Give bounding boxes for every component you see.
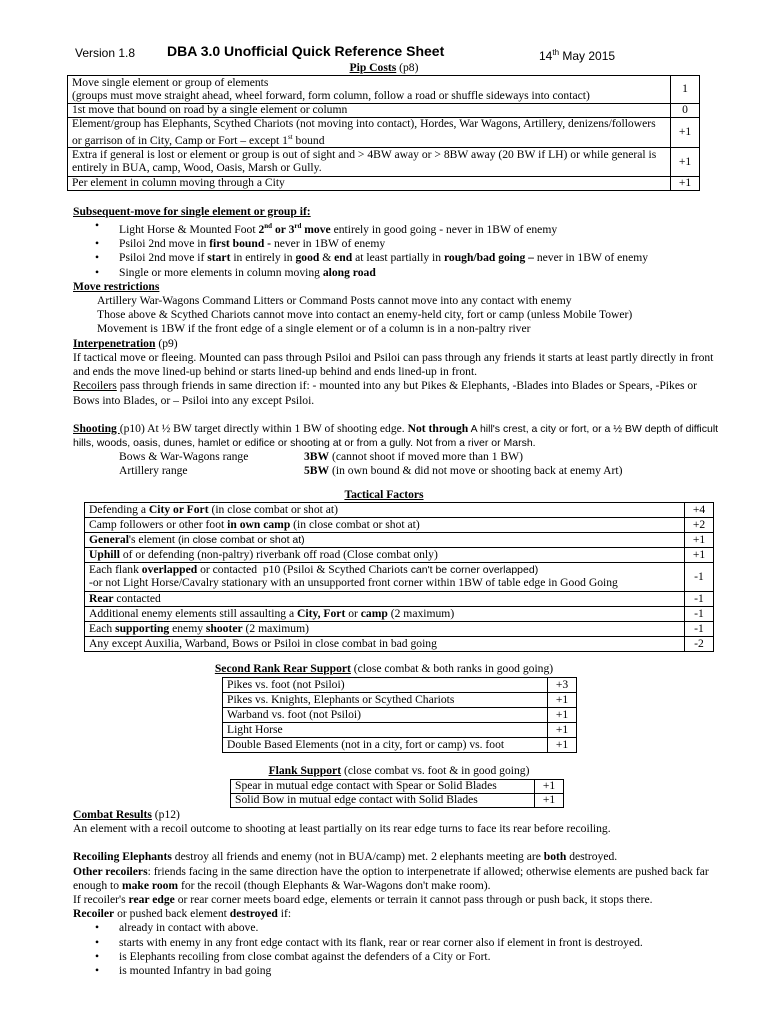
table-row: Uphill of or defending (non-paltry) riverbank off road (Close combat only) +1 (85, 548, 714, 563)
second-rank-title: Second Rank Rear Support (close combat & both ranks in good going) (214, 662, 554, 675)
table-row: Light Horse +1 (223, 723, 577, 738)
list-item: • is Elephants recoiling from close combat against the defenders of a City or Fort. (73, 950, 723, 964)
shooting-text: Shooting (p10) At ½ BW target directly within 1 BW of shooting edge. Not through A hill's crest, a city or fort, or a ½ BW depth of difficult hills, woods, oasis, dunes, hamlet or edifice or shooting at or from a gully. Not from a river or Marsh. (73, 421, 719, 449)
tactical-factors-title: Tactical Factors (344, 488, 424, 501)
pip-costs-title: Pip Costs (p8) (349, 61, 419, 74)
move-restrictions-title: Move restrictions (73, 279, 160, 293)
list-item: • Single or more elements in column moving along road (73, 266, 723, 280)
combat-results-title: Combat Results (p12) (73, 808, 180, 821)
table-row: Camp followers or other foot in own camp (in close combat or shot at) +2 (85, 518, 714, 533)
subsequent-move-section (73, 205, 723, 478)
table-row: Pikes vs. Knights, Elephants or Scythed Chariots +1 (223, 693, 577, 708)
pip-costs-table (67, 75, 700, 191)
interpenetration-text: If tactical move or fleeing. Mounted can pass through Psiloi and Psiloi can pass through any friends it starts at least partly directly in front and ends the move lined-up behind or starts lined-up behind and ends lined-up in front. (73, 350, 714, 379)
list-item: • Psiloi 2nd move if start in entirely in good & end at least partially in rough/bad going – never in 1BW of enemy (73, 251, 723, 265)
list-item: • Psiloi 2nd move in first bound - never in 1BW of enemy (73, 237, 723, 251)
table-row: Each flank overlapped or contacted p10 (Psiloi & Scythed Chariots can't be corner overlapped) -or not Light Horse/Cavalry stationary with an unsupported front corner within 1BW of table edge in Good Going -1 (85, 563, 714, 592)
table-row: Warband vs. foot (not Psiloi) +1 (223, 708, 577, 723)
table-row: Spear in mutual edge contact with Spear or Solid Blades +1 (231, 780, 564, 794)
list-item: • Light Horse & Mounted Foot 2nd or 3rd move entirely in good going - never in 1BW of enemy (73, 219, 723, 237)
table-row: Rear contacted -1 (85, 592, 714, 607)
version-label: Version 1.8 (75, 46, 136, 60)
other-recoilers-text: Other recoilers: friends facing in the same direction have the option to interpenetrate if allowed; otherwise elements are pushed back far enough to make room for the recoil (though Elephants & War-Wagons don't make room). (73, 864, 709, 892)
table-row: Additional enemy elements still assaulting a City, Fort or camp (2 maximum) -1 (85, 607, 714, 622)
page-title: DBA 3.0 Unofficial Quick Reference Sheet (167, 43, 445, 59)
table-row: 1st move that bound on road by a single element or column 0 (68, 104, 700, 118)
shooting-range-row: Bows & War-Wagons range 3BW (cannot shoot if moved more than 1 BW) (119, 450, 523, 464)
list-item: • starts with enemy in any front edge contact with its flank, rear or rear corner also if element in front is destroyed. (73, 936, 723, 950)
table-row: Extra if general is lost or element or group is out of sight and > 4BW away or > 8BW away (20 BW if LH) or while general is entirely in BUA, camp, Wood, Oasis, Marsh or Gully. +1 (68, 148, 700, 177)
table-row: Move single element or group of elements (groups must move straight ahead, wheel forward, form column, follow a road or shuffle sideways into contact) 1 (68, 76, 700, 104)
interpenetration-title: Interpenetration (p9) (73, 336, 178, 350)
table-row: Pikes vs. foot (not Psiloi) +3 (223, 678, 577, 693)
recoiling-elephants-text: Recoiling Elephants destroy all friends and enemy (not in BUA/camp) met. 2 elephants meeting are both destroyed. (73, 850, 618, 864)
shooting-range-row: Artillery range 5BW (in own bound & did not move or shooting back at enemy Art) (119, 464, 623, 478)
table-row: Each supporting enemy shooter (2 maximum) -1 (85, 622, 714, 637)
list-item: • is mounted Infantry in bad going (73, 964, 723, 978)
restriction-line: Movement is 1BW if the front edge of a single element or of a column is in a non-paltry river (97, 322, 531, 336)
list-item: • already in contact with above. (73, 921, 723, 935)
subsequent-move-title: Subsequent-move for single element or group if: (73, 205, 311, 218)
table-row: Per element in column moving through a City +1 (68, 177, 700, 191)
destroyed-text: Recoiler or pushed back element destroyed if: (73, 907, 292, 921)
second-rank-table (222, 677, 577, 753)
table-row: General's element (in close combat or shot at) +1 (85, 533, 714, 548)
tactical-factors-table (84, 502, 714, 652)
combat-results-section (73, 808, 723, 978)
flank-support-title: Flank Support (close combat vs. foot & in good going) (268, 764, 530, 777)
flank-support-table (230, 779, 564, 808)
combat-text: An element with a recoil outcome to shooting at least partially on its rear edge turns to face its rear before recoiling. (73, 822, 611, 836)
restriction-line: Those above & Scythed Chariots cannot move into contact an enemy-held city, fort or camp (unless Mobile Tower) (97, 308, 633, 322)
restriction-line: Artillery War-Wagons Command Litters or Command Posts cannot move into any contact with enemy (97, 294, 572, 308)
recoilers-text: Recoilers pass through friends in same direction if: - mounted into any but Pikes & Elephants, -Blades into Blades or Spears, -Pikes or Bows into Blades, or – Psiloi into any except Psiloi. (73, 379, 698, 407)
table-row: Double Based Elements (not in a city, fort or camp) vs. foot +1 (223, 738, 577, 753)
table-row: Any except Auxilia, Warband, Bows or Psiloi in close combat in bad going -2 (85, 637, 714, 652)
date-label: 14th May 2015 (539, 48, 616, 63)
page-header (75, 44, 635, 62)
table-row: Element/group has Elephants, Scythed Chariots (not moving into contact), Hordes, War Wagons, Artillery, denizens/followers or garrison of in City, Camp or Fort – except 1st bound +1 (68, 118, 700, 148)
rear-edge-text: If recoiler's rear edge or rear corner meets board edge, elements or terrain it cannot pass through or push back, it stops there. (73, 893, 653, 907)
table-row: Solid Bow in mutual edge contact with Solid Blades +1 (231, 794, 564, 808)
table-row: Defending a City or Fort (in close combat or shot at) +4 (85, 503, 714, 518)
